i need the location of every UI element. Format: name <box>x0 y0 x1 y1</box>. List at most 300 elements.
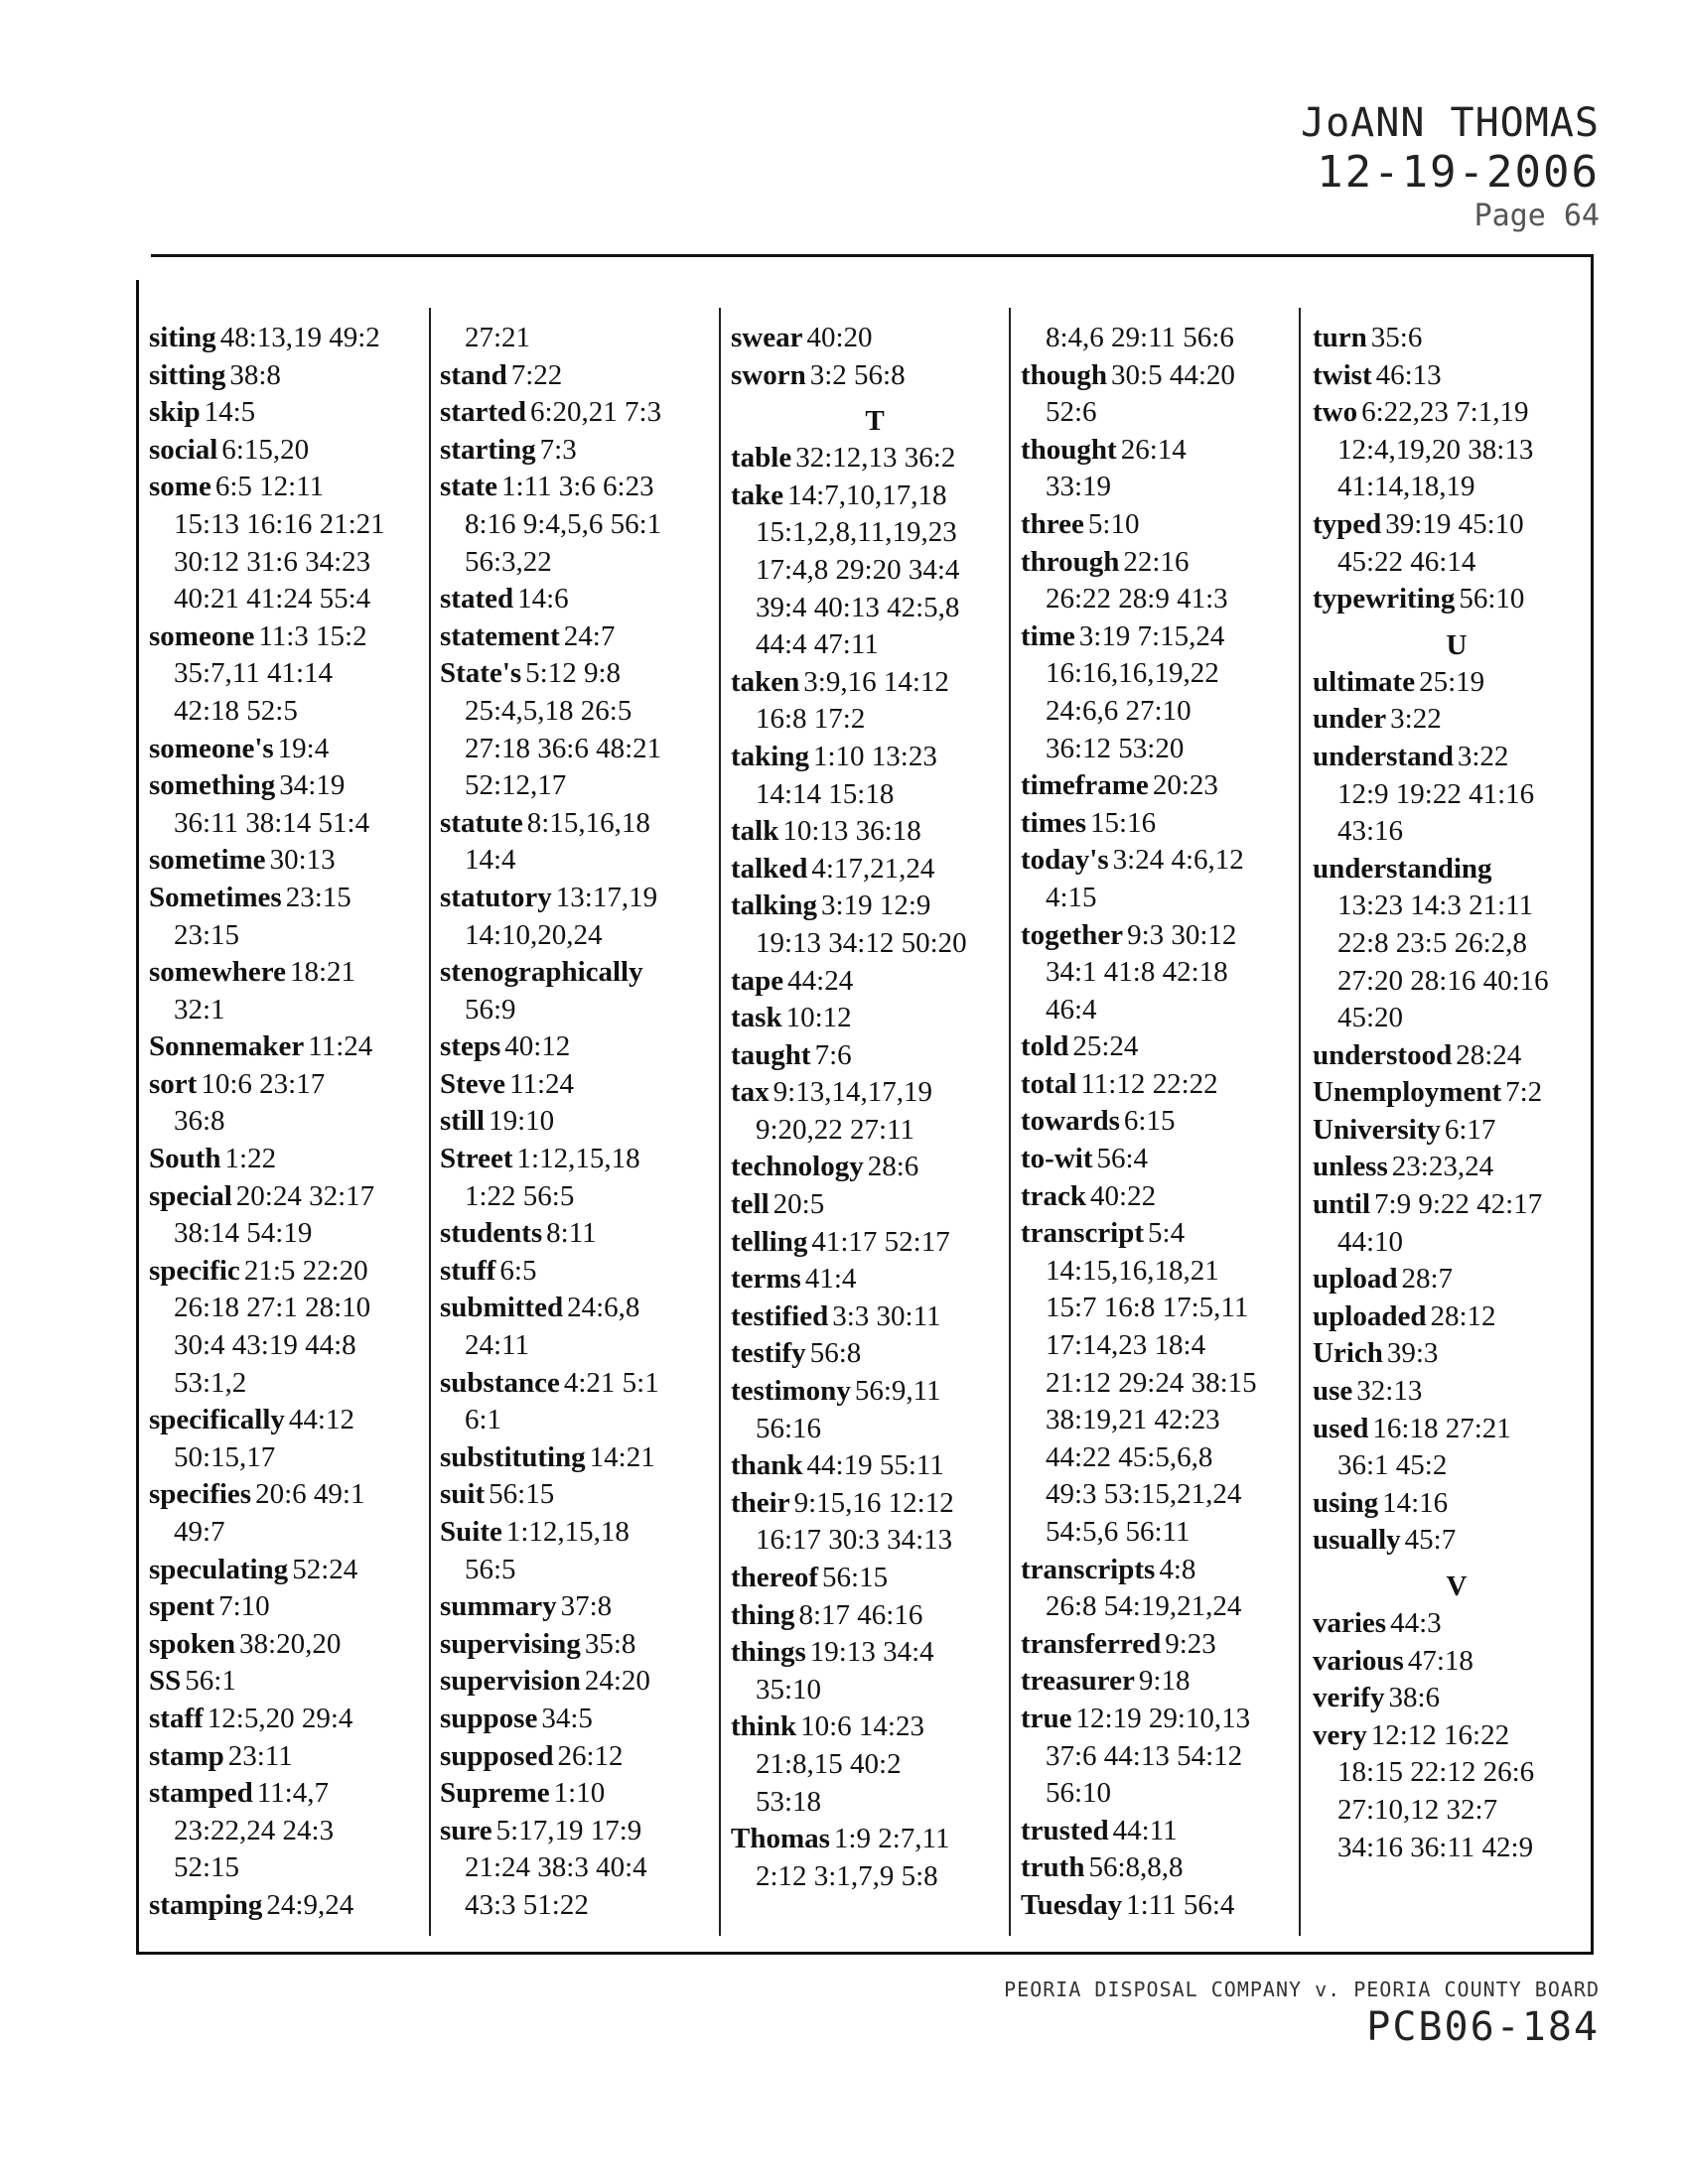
index-page-refs: 28:7 <box>1401 1263 1454 1296</box>
index-page-refs: 12:19 29:10,13 <box>1075 1702 1251 1734</box>
index-term: Sonnemaker <box>149 1030 305 1063</box>
index-term: summary <box>440 1590 557 1623</box>
index-term: thought <box>1021 433 1117 466</box>
index-page-refs: 44:24 <box>787 964 854 997</box>
index-entry-continuation: 38:19,21 42:23 <box>1046 1404 1220 1436</box>
index-entry <box>1021 1066 1309 1104</box>
index-entry <box>149 1253 437 1291</box>
index-term: special <box>149 1179 232 1212</box>
index-page-refs: 23:11 <box>227 1739 293 1772</box>
index-term: under <box>1313 703 1387 736</box>
index-entry <box>149 469 437 506</box>
index-term: staff <box>149 1702 204 1734</box>
index-page-refs: 56:15 <box>489 1478 555 1511</box>
index-entry-continuation: 14:15,16,18,21 <box>1046 1254 1219 1287</box>
index-page-refs: 32:12,13 36:2 <box>795 442 956 475</box>
index-term: something <box>149 769 276 802</box>
index-page-refs: 10:6 14:23 <box>800 1710 924 1743</box>
index-term: testimony <box>731 1375 851 1408</box>
index-entry-continuation: 56:10 <box>1046 1777 1112 1810</box>
index-entry-continuation: 41:14,18,19 <box>1337 471 1475 503</box>
index-term: total <box>1021 1067 1077 1100</box>
index-entry <box>149 1626 437 1664</box>
index-term: ultimate <box>1313 665 1416 698</box>
index-page-refs: 6:20,21 7:3 <box>529 396 662 429</box>
index-page-refs: 38:20,20 <box>239 1627 342 1660</box>
index-entry <box>1313 1149 1601 1186</box>
index-entry <box>1021 1813 1309 1850</box>
index-term: table <box>731 442 792 475</box>
index-entry-continuation: 30:4 43:19 44:8 <box>174 1329 356 1362</box>
index-entry <box>1313 851 1601 888</box>
index-entry <box>731 1224 1019 1262</box>
index-page-refs: 1:9 2:7,11 <box>833 1823 950 1855</box>
index-term: thereof <box>731 1562 819 1593</box>
index-entry-continuation: 27:10,12 32:7 <box>1337 1793 1498 1826</box>
index-entry-continuation: 16:17 30:3 34:13 <box>756 1524 953 1557</box>
index-entry-continuation: 21:8,15 40:2 <box>756 1747 902 1780</box>
index-term: stuff <box>440 1254 496 1287</box>
index-entry-continuation: 16:16,16,19,22 <box>1046 657 1219 690</box>
index-term: verify <box>1313 1682 1385 1714</box>
index-entry-continuation: 6:1 <box>465 1404 502 1436</box>
index-term: sort <box>149 1067 198 1100</box>
index-column-4 <box>1021 320 1309 1925</box>
index-entry <box>1021 1626 1309 1664</box>
index-entry <box>731 664 1019 702</box>
index-page-refs: 35:8 <box>584 1627 636 1660</box>
index-entry <box>149 1028 437 1066</box>
index-term: very <box>1313 1718 1367 1751</box>
index-page-refs: 1:10 13:23 <box>812 740 937 772</box>
index-term: today's <box>1021 844 1109 877</box>
index-entry <box>1313 1485 1601 1523</box>
index-entry-continuation: 56:16 <box>756 1412 822 1444</box>
index-entry-continuation: 14:14 15:18 <box>756 777 895 810</box>
index-term: Suite <box>440 1516 502 1548</box>
index-term: thank <box>731 1449 803 1482</box>
index-entry <box>1313 1037 1601 1075</box>
index-term: various <box>1313 1644 1404 1677</box>
index-entry <box>1021 1103 1309 1141</box>
index-entry <box>731 1634 1019 1672</box>
index-term: someone's <box>149 732 274 764</box>
index-entry-continuation: 17:14,23 18:4 <box>1046 1329 1206 1362</box>
index-entry <box>149 1402 437 1439</box>
index-page-refs: 10:12 <box>785 1002 852 1034</box>
index-page-refs: 5:12 9:8 <box>525 657 622 690</box>
index-term: Sometimes <box>149 881 282 913</box>
index-term: stamped <box>149 1777 253 1810</box>
index-term: typewriting <box>1313 583 1456 615</box>
index-entry <box>1313 320 1601 357</box>
index-entry <box>440 1476 728 1514</box>
index-term: transcript <box>1021 1217 1145 1250</box>
index-page-refs: 52:24 <box>292 1553 358 1585</box>
index-entry <box>731 440 1019 478</box>
index-page-refs: 11:12 22:22 <box>1080 1067 1218 1100</box>
index-term: three <box>1021 507 1084 540</box>
page-number: Page 64 <box>1474 199 1600 233</box>
index-entry-continuation: 17:4,8 29:20 34:4 <box>756 553 960 586</box>
index-entry <box>1021 1849 1309 1887</box>
page-header <box>1301 99 1600 234</box>
index-entry-continuation: 13:23 14:3 21:11 <box>1337 889 1534 922</box>
index-term: truth <box>1021 1851 1085 1884</box>
index-term: suit <box>440 1478 486 1511</box>
index-term: siting <box>149 322 216 353</box>
index-entry <box>440 394 728 432</box>
index-entry <box>731 887 1019 925</box>
index-page-refs: 3:2 56:8 <box>809 358 906 391</box>
index-entry <box>149 1476 437 1514</box>
index-term: though <box>1021 358 1108 391</box>
index-entry <box>731 813 1019 851</box>
index-entry <box>440 469 728 506</box>
index-page-refs: 25:19 <box>1419 665 1485 698</box>
index-entry <box>1021 842 1309 880</box>
index-page-refs: 34:5 <box>541 1702 593 1734</box>
index-entry <box>440 1514 728 1552</box>
index-term: state <box>440 471 497 503</box>
index-page-refs: 30:13 <box>269 844 336 877</box>
index-entry-continuation: 36:8 <box>174 1105 225 1138</box>
index-entry <box>1313 1335 1601 1373</box>
index-entry <box>149 842 437 880</box>
index-term: transcripts <box>1021 1553 1156 1585</box>
index-term: true <box>1021 1702 1072 1734</box>
index-page-refs: 3:3 30:11 <box>832 1299 941 1332</box>
index-term: together <box>1021 918 1124 951</box>
index-term: towards <box>1021 1105 1120 1138</box>
index-page-refs: 56:8,8,8 <box>1088 1851 1184 1884</box>
index-entry <box>440 1813 728 1850</box>
index-page-refs: 37:8 <box>560 1590 613 1623</box>
index-entry <box>149 1887 437 1925</box>
index-entry-continuation: 40:21 41:24 55:4 <box>174 583 371 615</box>
index-entry <box>440 1738 728 1776</box>
index-entry <box>440 954 728 992</box>
index-entry <box>1021 767 1309 805</box>
index-column-2 <box>440 320 728 1925</box>
index-term: technology <box>731 1151 864 1183</box>
index-term: Supreme <box>440 1777 550 1810</box>
index-term: sometime <box>149 844 266 877</box>
index-entry-continuation: 53:1,2 <box>174 1366 247 1399</box>
index-entry <box>440 1439 728 1477</box>
index-entry-continuation: 15:13 16:16 21:21 <box>174 507 385 540</box>
index-entry-continuation: 36:1 45:2 <box>1337 1449 1448 1482</box>
index-page-refs: 14:21 <box>589 1440 655 1473</box>
index-entry-continuation: 14:4 <box>465 844 516 877</box>
index-entry <box>440 1103 728 1141</box>
index-term: State's <box>440 657 522 690</box>
index-entry <box>149 767 437 805</box>
index-term: uploaded <box>1313 1299 1427 1332</box>
index-page-refs: 6:5 <box>499 1254 537 1287</box>
index-page-refs: 3:19 12:9 <box>821 889 931 922</box>
left-border <box>136 280 139 1954</box>
index-page-refs: 7:22 <box>510 358 563 391</box>
index-entry <box>440 1141 728 1178</box>
index-entry <box>149 1066 437 1104</box>
index-entry <box>1021 1141 1309 1178</box>
index-entry <box>149 1552 437 1589</box>
index-page-refs: 40:12 <box>504 1030 571 1063</box>
index-term: through <box>1021 545 1120 578</box>
index-term: supervising <box>440 1627 581 1660</box>
index-page-refs: 9:18 <box>1138 1665 1191 1698</box>
index-entry <box>1313 506 1601 544</box>
index-page-refs: 28:12 <box>1430 1299 1496 1332</box>
index-entry-continuation: 12:4,19,20 38:13 <box>1337 433 1534 466</box>
index-entry <box>440 1775 728 1813</box>
witness-name: JoANN THOMAS <box>1301 100 1600 146</box>
index-term: usually <box>1313 1524 1401 1557</box>
index-entry-continuation: 34:16 36:11 42:9 <box>1337 1831 1534 1863</box>
index-page-refs: 21:5 22:20 <box>243 1254 368 1287</box>
index-page-refs: 4:17,21,24 <box>811 852 935 885</box>
index-entry <box>731 1373 1019 1411</box>
index-term: talk <box>731 815 779 848</box>
index-entry-continuation: 26:22 28:9 41:3 <box>1046 583 1228 615</box>
index-term: someone <box>149 619 255 652</box>
index-entry <box>1313 581 1601 618</box>
index-entry <box>1021 506 1309 544</box>
index-entry <box>440 1588 728 1626</box>
index-entry-continuation: 43:3 51:22 <box>465 1888 589 1921</box>
index-term: telling <box>731 1225 808 1258</box>
index-page-refs: 44:11 <box>1112 1814 1178 1846</box>
index-term: speculating <box>149 1553 289 1585</box>
index-page-refs: 11:3 15:2 <box>258 619 367 652</box>
index-page-refs: 3:22 <box>1390 703 1442 736</box>
index-term: used <box>1313 1412 1369 1444</box>
index-term: SS <box>149 1665 182 1698</box>
index-page-refs: 7:6 <box>814 1038 852 1071</box>
index-entry <box>1313 1411 1601 1448</box>
index-entry <box>1021 805 1309 843</box>
index-entry <box>149 1588 437 1626</box>
index-page-refs: 24:7 <box>563 619 616 652</box>
index-entry-continuation: 56:5 <box>465 1553 516 1585</box>
index-entry-continuation: 34:1 41:8 42:18 <box>1046 956 1228 989</box>
index-term: times <box>1021 806 1087 839</box>
index-term: task <box>731 1002 782 1034</box>
index-entry-continuation: 45:20 <box>1337 1002 1404 1034</box>
index-term: timeframe <box>1021 769 1149 802</box>
index-entry-continuation: 2:12 3:1,7,9 5:8 <box>756 1859 938 1892</box>
index-entry-continuation: 15:1,2,8,11,19,23 <box>756 516 957 549</box>
index-page-refs: 23:15 <box>285 881 351 913</box>
index-entry-continuation: 46:4 <box>1046 993 1097 1025</box>
index-entry-continuation: 22:8 23:5 26:2,8 <box>1337 926 1527 959</box>
index-page-refs: 8:11 <box>546 1217 597 1250</box>
index-term: until <box>1313 1188 1371 1221</box>
index-term: Street <box>440 1143 513 1175</box>
index-entry-continuation: 36:12 53:20 <box>1046 732 1185 764</box>
index-page-refs: 12:12 16:22 <box>1370 1718 1510 1751</box>
index-entry-continuation: 44:4 47:11 <box>756 628 879 661</box>
index-entry <box>731 1485 1019 1523</box>
index-entry-continuation: 1:22 56:5 <box>465 1179 575 1212</box>
index-term: varies <box>1313 1607 1387 1639</box>
index-column-3 <box>731 320 1019 1895</box>
index-term: somewhere <box>149 956 286 989</box>
index-entry <box>440 655 728 693</box>
index-entry-continuation: 43:16 <box>1337 815 1404 848</box>
index-term: some <box>149 471 211 503</box>
index-entry <box>731 1261 1019 1298</box>
index-page-refs: 6:15 <box>1123 1105 1176 1138</box>
index-entry-continuation: 24:11 <box>465 1329 529 1362</box>
index-term: still <box>440 1105 486 1138</box>
index-term: students <box>440 1217 543 1250</box>
index-entry-continuation: 26:8 54:19,21,24 <box>1046 1590 1242 1623</box>
index-page-refs: 56:4 <box>1096 1143 1149 1175</box>
section-letter: U <box>1446 628 1468 661</box>
index-entry <box>149 1178 437 1216</box>
index-entry-continuation: 50:15,17 <box>174 1440 276 1473</box>
index-entry <box>440 1290 728 1327</box>
index-page-refs: 15:16 <box>1090 806 1157 839</box>
index-page-refs: 39:3 <box>1386 1337 1439 1370</box>
index-entry <box>1313 1298 1601 1336</box>
index-entry <box>440 1028 728 1066</box>
index-entry-continuation: 9:20,22 27:11 <box>756 1113 915 1146</box>
index-entry <box>731 1037 1019 1075</box>
index-term: think <box>731 1710 797 1743</box>
index-entry-continuation: 21:24 38:3 40:4 <box>465 1851 647 1884</box>
index-term: stand <box>440 358 507 391</box>
index-entry <box>440 1365 728 1403</box>
index-entry-continuation: 26:18 27:1 28:10 <box>174 1292 371 1324</box>
index-entry <box>731 739 1019 776</box>
index-page-refs: 5:17,19 17:9 <box>495 1814 642 1846</box>
index-term: Urich <box>1313 1337 1383 1370</box>
index-page-refs: 4:8 <box>1159 1553 1196 1585</box>
index-entry <box>149 357 437 395</box>
index-term: Steve <box>440 1067 506 1100</box>
index-entry-continuation: 56:9 <box>465 993 516 1025</box>
index-page-refs: 34:19 <box>279 769 346 802</box>
index-page-refs: 3:24 4:6,12 <box>1112 844 1244 877</box>
index-entry <box>1021 1663 1309 1701</box>
index-entry <box>731 851 1019 888</box>
index-term: tax <box>731 1076 770 1109</box>
index-term: specifically <box>149 1404 285 1436</box>
index-page-refs: 14:7,10,17,18 <box>787 478 947 511</box>
index-term: tape <box>731 964 784 997</box>
index-page-refs: 14:6 <box>517 583 569 615</box>
case-caption: PEORIA DISPOSAL COMPANY v. PEORIA COUNTY BOARD <box>1004 1978 1600 2001</box>
index-term: substance <box>440 1366 560 1399</box>
index-entry <box>731 1298 1019 1336</box>
index-page-refs: 45:7 <box>1404 1524 1457 1557</box>
index-page-refs: 8:15,16,18 <box>526 806 650 839</box>
index-entry-continuation: 19:13 34:12 50:20 <box>756 926 967 959</box>
index-entry-continuation: 52:12,17 <box>465 769 567 802</box>
index-page-refs: 3:19 7:15,24 <box>1078 619 1225 652</box>
index-term: turn <box>1313 322 1367 353</box>
index-page-refs: 1:10 <box>553 1777 606 1810</box>
index-entry <box>1313 1680 1601 1717</box>
index-entry-continuation: 44:10 <box>1337 1225 1404 1258</box>
index-entry <box>440 357 728 395</box>
index-entry <box>1313 1186 1601 1224</box>
index-term: suppose <box>440 1702 538 1734</box>
index-entry <box>731 1000 1019 1037</box>
index-page-refs: 30:5 44:20 <box>1111 358 1235 391</box>
index-term: talked <box>731 852 808 885</box>
index-term: using <box>1313 1486 1379 1519</box>
index-entry-continuation: 21:12 29:24 38:15 <box>1046 1366 1257 1399</box>
index-page-refs: 6:17 <box>1444 1113 1496 1146</box>
index-entry <box>149 394 437 432</box>
index-term: sitting <box>149 358 226 391</box>
index-entry <box>731 1597 1019 1635</box>
index-term: unless <box>1313 1151 1388 1183</box>
index-entry-continuation: 33:19 <box>1046 471 1112 503</box>
index-entry <box>149 1663 437 1701</box>
index-term: stamp <box>149 1739 224 1772</box>
index-entry-continuation: 24:6,6 27:10 <box>1046 694 1192 727</box>
index-page-refs: 9:3 30:12 <box>1127 918 1237 951</box>
index-page-refs: 22:16 <box>1123 545 1190 578</box>
index-page-refs: 44:12 <box>288 1404 354 1436</box>
index-page-refs: 38:8 <box>229 358 281 391</box>
index-entry <box>440 1066 728 1104</box>
index-page-refs: 11:24 <box>308 1030 373 1063</box>
index-page-refs: 56:15 <box>822 1562 889 1593</box>
index-entry-continuation: 25:4,5,18 26:5 <box>465 694 632 727</box>
index-term: South <box>149 1143 221 1175</box>
index-term: spent <box>149 1590 215 1623</box>
index-term: spoken <box>149 1627 236 1660</box>
index-term: time <box>1021 619 1075 652</box>
index-term: Unemployment <box>1313 1076 1502 1109</box>
index-term: sworn <box>731 358 806 391</box>
index-entry-continuation: 15:7 16:8 17:5,11 <box>1046 1292 1249 1324</box>
index-page-refs: 1:22 <box>224 1143 277 1175</box>
index-entry-continuation: 27:18 36:6 48:21 <box>465 732 662 764</box>
index-entry <box>731 478 1019 515</box>
section-letter: V <box>1446 1570 1468 1602</box>
index-page-refs: 11:24 <box>509 1067 575 1100</box>
index-page-refs: 39:19 45:10 <box>1385 507 1524 540</box>
index-entry <box>731 1335 1019 1373</box>
index-term: swear <box>731 322 803 353</box>
index-entry <box>1313 1522 1601 1560</box>
index-term: Tuesday <box>1021 1888 1123 1921</box>
index-entry <box>1313 394 1601 432</box>
index-term: taking <box>731 740 809 772</box>
index-page-refs: 8:17 46:16 <box>798 1598 923 1631</box>
index-entry-continuation: 8:4,6 29:11 56:6 <box>1046 322 1234 353</box>
index-column-5 <box>1313 320 1601 1866</box>
index-entry <box>440 805 728 843</box>
index-term: trusted <box>1021 1814 1109 1846</box>
index-term: transferred <box>1021 1627 1162 1660</box>
index-page-refs: 41:4 <box>804 1263 857 1296</box>
index-entry-continuation: 35:10 <box>756 1673 822 1706</box>
index-entry <box>731 963 1019 1001</box>
index-term: substituting <box>440 1440 586 1473</box>
index-page-refs: 24:9,24 <box>266 1888 354 1921</box>
index-page-refs: 7:2 <box>1505 1076 1543 1109</box>
index-term: specific <box>149 1254 240 1287</box>
index-term: thing <box>731 1598 795 1631</box>
